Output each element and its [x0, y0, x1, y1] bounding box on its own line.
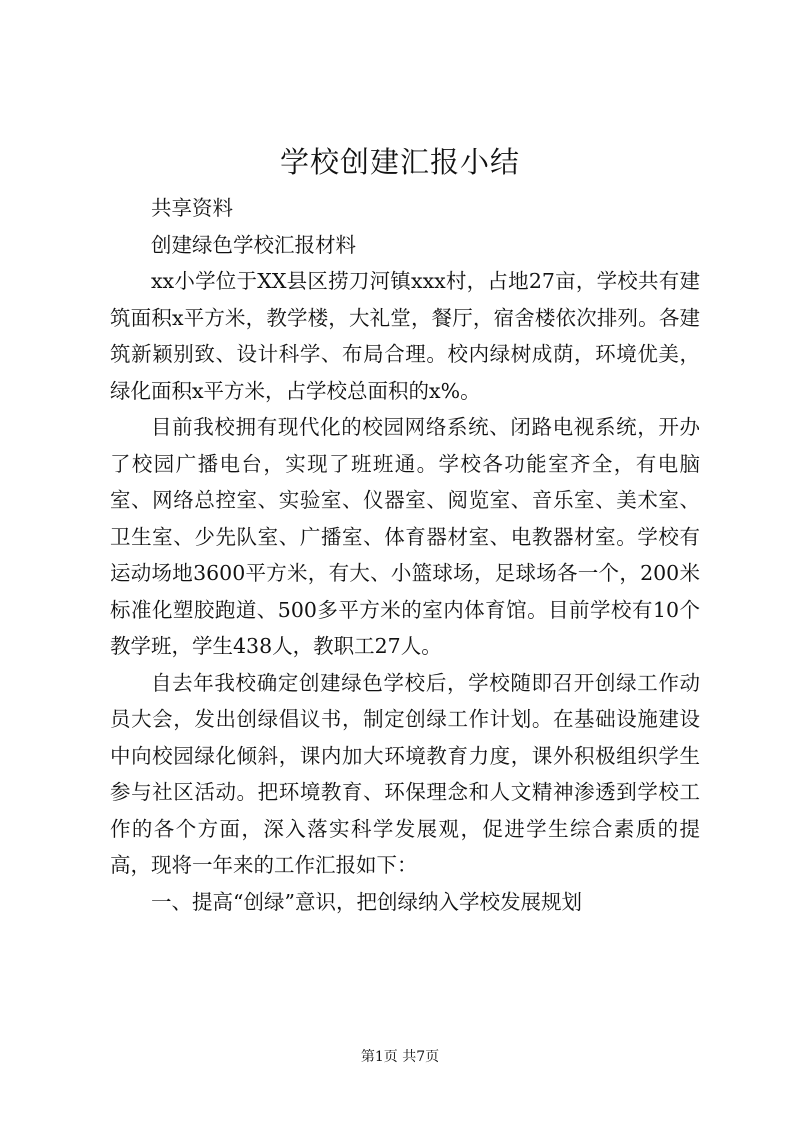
paragraph-facilities: 目前我校拥有现代化的校园网络系统、闭路电视系统，开办了校园广播电台，实现了班班通。学校各功能室齐全，有电脑室、网络总控室、实验室、仪器室、阅览室、音乐室、美术室、卫生室、少先队室、广播室、体育器材室、电教器材室。学校有运动场地3600平方米，有大、小篮球场，足球场各一个，200米标准化塑胶跑道、500多平方米的室内体育馆。目前学校有10个教学班，学生438人，教职工27人。	[110, 415, 700, 658]
document-title: 学校创建汇报小结	[279, 145, 520, 179]
paragraph-green-school-work: 自去年我校确定创建绿色学校后，学校随即召开创绿工作动员大会，发出创绿倡议书，制定创绿工作计划。在基础设施建设中向校园绿化倾斜，课内加大环境教育力度，课外积极组织学生参与社区活动。把环境教育、环保理念和人文精神渗透到学校工作的各个方面，深入落实科学发展观，促进学生综合素质的提高，现将一年来的工作汇报如下：	[110, 670, 700, 877]
paragraph-subtitle: 创建绿色学校汇报材料	[151, 232, 356, 257]
section-heading-1: 一、提高“创绿”意识，把创绿纳入学校发展规划	[151, 889, 582, 914]
page-footer: 第1页 共7页	[360, 1049, 440, 1065]
document-body	[110, 190, 700, 920]
paragraph-source-note: 共享资料	[151, 196, 233, 220]
paragraph-school-overview: xx小学位于XX县区捞刀河镇xxx村，占地27亩，学校共有建筑面积x平方米，教学楼，大礼堂，餐厅，宿舍楼依次排列。各建筑新颖别致、设计科学、布局合理。校内绿树成荫，环境优美，绿化面积x平方米，占学校总面积的x%。	[110, 269, 700, 403]
